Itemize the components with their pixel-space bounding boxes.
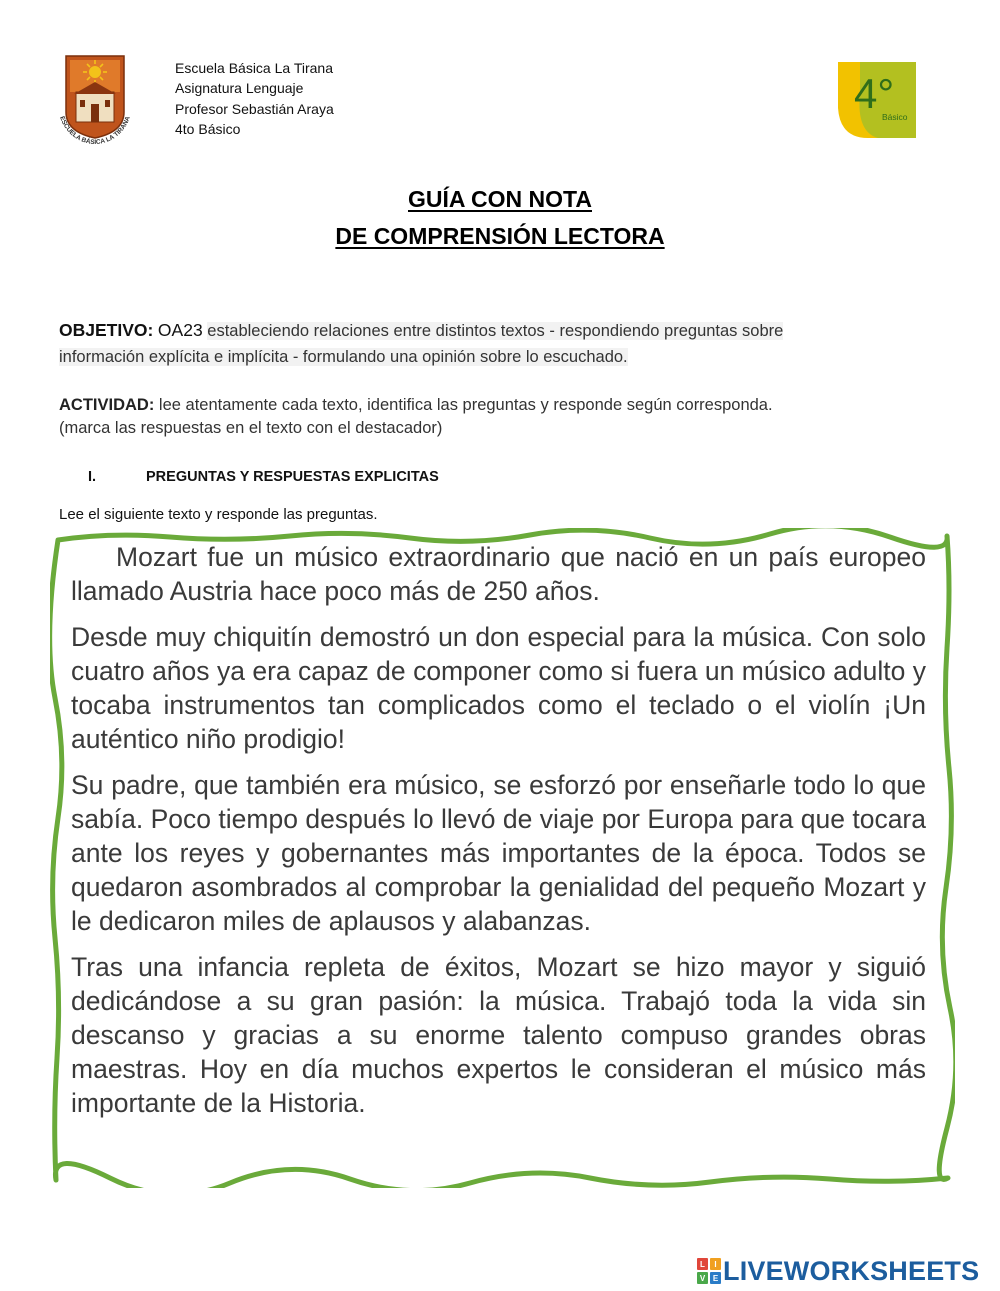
svg-text:I: I [714,1260,717,1269]
svg-text:V: V [699,1274,706,1283]
objective [59,317,849,370]
objective-text: estableciendo relaciones entre distintos textos - respondiendo preguntas sobre información explícita e implícita - formulando una opinión sobre lo escuchado. [59,322,784,366]
page-title-line2: DE COMPRENSIÓN LECTORA [335,223,665,249]
page-title-line1: GUÍA CON NOTA [408,186,592,212]
activity [59,394,859,440]
section-number: I. [88,469,97,485]
teacher: Profesor Sebastián Araya [175,100,334,117]
activity-label: ACTIVIDAD: [59,396,155,414]
badge-label: Básico [882,112,908,122]
section-title: PREGUNTAS Y RESPUESTAS EXPLICITAS [146,469,439,485]
reading-paragraph: Mozart fue un músico extraordinario que nació en un país europeo llamado Austria hace poco más de 250 años. [71,542,926,606]
objective-label: OBJETIVO: [59,320,154,340]
svg-text:E: E [712,1274,719,1283]
reading-paragraph: Tras una infancia repleta de éxitos, Mozart se hizo mayor y siguió dedicándose a su gran pasión: la música. Trabajó toda la vida sin descanso y gracias a su enorme talento compuso grandes obras maestras. Hoy en día muchos expertos le consideran el músico más importante de la Historia. [71,952,926,1118]
reading-text [71,540,926,1132]
school-logo [52,52,138,150]
logo-ring-text: ESCUELA BÁSICA LA TIRANA [58,115,132,147]
subject: Asignatura Lenguaje [175,80,304,97]
school-name: Escuela Básica La Tirana [175,60,333,76]
reading-paragraph: Su padre, que también era músico, se esforzó por enseñarle todo lo que sabía. Poco tiempo después lo llevó de viaje por Europa para que tocara ante los reyes y gobernantes más importantes de la época. Todos se quedaron asombrados al comprobar la genialidad del pequeño Mozart y le dedicaron miles de aplausos y alabanzas. [71,770,926,936]
grade: 4to Básico [175,120,241,137]
svg-text:L: L [700,1260,705,1269]
section-heading [88,469,439,485]
school-info [175,58,334,139]
activity-note: (marca las respuestas en el texto con el destacador) [59,419,443,437]
brand-text: LIVEWORKSHEETS [723,1255,980,1286]
liveworksheets-brand[interactable] [697,1256,979,1286]
objective-code: OA23 [157,320,203,340]
grade-badge [838,62,916,138]
reading-paragraph: Desde muy chiquitín demostró un don especial para la música. Con solo cuatro años ya era capaz de componer como si fuera un músico adulto y tocaba instrumentos tan complicados como el teclado o el violín ¡Un auténtico niño prodigio! [71,622,926,754]
liveworksheets-icon [697,1258,721,1284]
instruction: Lee el siguiente texto y responde las preguntas. [59,506,378,523]
badge-number: 4° [854,70,895,117]
activity-text: lee atentamente cada texto, identifica las preguntas y responde según corresponda. [158,396,773,414]
